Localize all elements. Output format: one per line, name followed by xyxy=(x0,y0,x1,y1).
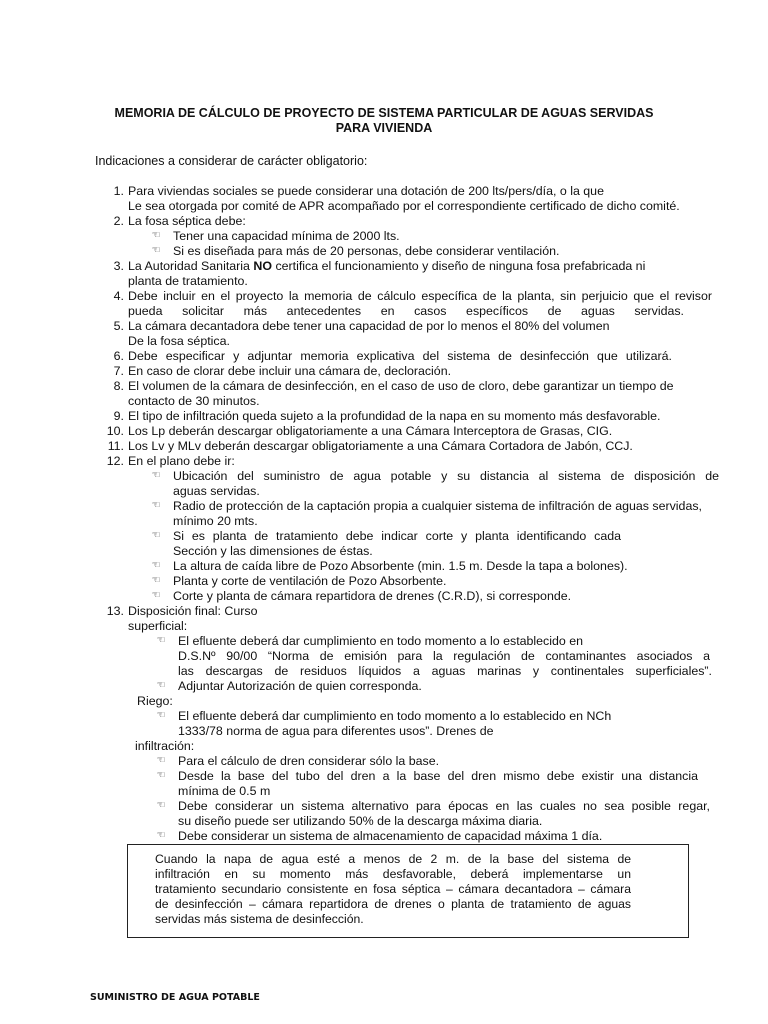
list-item-text: El volumen de la cámara de desinfección, en el caso de uso de cloro, debe garantizar un tiempo de xyxy=(128,379,674,393)
title-line-2: PARA VIVIENDA xyxy=(335,121,433,135)
hand-pointer-icon: ☜ xyxy=(156,830,166,841)
hand-pointer-icon: ☜ xyxy=(151,560,161,571)
list-item-text: En el plano debe ir: xyxy=(128,454,235,468)
list-item-text: contacto de 30 minutos. xyxy=(128,394,260,408)
list-item-text: mínima de 0.5 m xyxy=(178,784,271,798)
list-item-text: Debe especificar y adjuntar memoria explicativa del sistema de desinfección que utilizará. xyxy=(128,349,672,363)
list-item-text: La fosa séptica debe: xyxy=(128,214,246,228)
page-footer: SUMINISTRO DE AGUA POTABLE xyxy=(90,992,260,1003)
note-line: Cuando la napa de agua esté a menos de 2 m. de la base del sistema de xyxy=(155,852,631,866)
list-item-text: Los Lv y MLv deberán descargar obligatoriamente a una Cámara Cortadora de Jabón, CCJ. xyxy=(128,439,633,453)
note-line: servidas más sistema de desinfección. xyxy=(155,912,364,926)
list-item-text: Le sea otorgada por comité de APR acompañado por el correspondiente certificado de dicho comité. xyxy=(128,199,680,213)
list-item-text: De la fosa séptica. xyxy=(128,334,230,348)
list-item-text: Para el cálculo de dren considerar sólo la base. xyxy=(178,754,440,768)
document-title xyxy=(0,106,768,136)
list-item-text: Ubicación del suministro de agua potable y su distancia al sistema de disposición de xyxy=(173,469,719,483)
hand-pointer-icon: ☜ xyxy=(151,530,161,541)
list-item-text: 1333/78 norma de agua para diferentes usos”. Drenes de xyxy=(178,724,494,738)
hand-pointer-icon: ☜ xyxy=(156,710,166,721)
subsection-label: Riego: xyxy=(137,694,173,708)
hand-pointer-icon: ☜ xyxy=(156,680,166,691)
hand-pointer-icon: ☜ xyxy=(156,800,166,811)
list-item-text: El efluente deberá dar cumplimiento en todo momento a lo establecido en xyxy=(178,634,584,648)
list-item-text: mínimo 20 mts. xyxy=(173,514,258,528)
list-item-text: El tipo de infiltración queda sujeto a la profundidad de la napa en su momento más desfavorable. xyxy=(128,409,661,423)
item-number: 12. xyxy=(106,454,124,468)
list-item-text: Si es diseñada para más de 20 personas, debe considerar ventilación. xyxy=(173,244,560,258)
item-number: 8. xyxy=(113,379,124,393)
list-item-text: Desde la base del tubo del dren a la base del dren mismo debe existir una distancia xyxy=(178,769,698,783)
list-item-text: pueda solicitar más antecedentes en casos específicos de aguas servidas. xyxy=(128,304,684,318)
list-item-text: Radio de protección de la captación propia a cualquier sistema de infiltración de aguas servidas, xyxy=(173,499,702,513)
item-number: 6. xyxy=(113,349,124,363)
item-number: 3. xyxy=(113,259,124,273)
item-number: 5. xyxy=(113,319,124,333)
list-item-text: Adjuntar Autorización de quien corresponda. xyxy=(178,679,422,693)
item-number: 7. xyxy=(113,364,124,378)
list-item-text: Debe considerar un sistema alternativo para épocas en las cuales no sea posible regar, xyxy=(178,799,710,813)
list-item-text: D.S.Nº 90/00 “Norma de emisión para la regulación de contaminantes asociados a xyxy=(178,649,710,663)
list-item-text: Sección y las dimensiones de éstas. xyxy=(173,544,373,558)
list-item-text: Corte y planta de cámara repartidora de drenes (C.R.D), si corresponde. xyxy=(173,589,572,603)
note-box xyxy=(127,844,689,938)
list-item-text: las descargas de residuos líquidos a aguas marinas y continentales superficiales”. xyxy=(178,664,712,678)
list-item-text: Si es planta de tratamiento debe indicar corte y planta identificando cada xyxy=(173,529,621,543)
item-number: 4. xyxy=(113,289,124,303)
hand-pointer-icon: ☜ xyxy=(151,245,161,256)
item-number: 1. xyxy=(113,184,124,198)
list-item-text: Disposición final: Curso xyxy=(128,604,258,618)
note-line: infiltración en su momento más desfavorable, deberá implementarse un xyxy=(155,867,631,881)
list-item-text: Tener una capacidad mínima de 2000 lts. xyxy=(173,229,400,243)
list-item-text: El efluente deberá dar cumplimiento en todo momento a lo establecido en NCh xyxy=(178,709,612,723)
hand-pointer-icon: ☜ xyxy=(151,230,161,241)
list-item-text: Planta y corte de ventilación de Pozo Absorbente. xyxy=(173,574,447,588)
list-item-text: planta de tratamiento. xyxy=(128,274,248,288)
intro-text: Indicaciones a considerar de carácter obligatorio: xyxy=(95,154,368,168)
list-item-text: En caso de clorar debe incluir una cámara de, decloración. xyxy=(128,364,452,378)
list-item-text: La cámara decantadora debe tener una capacidad de por lo menos el 80% del volumen xyxy=(128,319,610,333)
item-number: 13. xyxy=(106,604,124,618)
subsection-label: superficial: xyxy=(128,619,188,633)
list-item-text: Debe incluir en el proyecto la memoria de cálculo específica de la planta, sin perjuicio que el revisor xyxy=(128,289,712,303)
list-item-text: La altura de caída libre de Pozo Absorbente (min. 1.5 m. Desde la tapa a bolones). xyxy=(173,559,628,573)
list-item-text: Los Lp deberán descargar obligatoriamente a una Cámara Interceptora de Grasas, CIG. xyxy=(128,424,613,438)
title-line-1: MEMORIA DE CÁLCULO DE PROYECTO DE SISTEMA PARTICULAR DE AGUAS SERVIDAS xyxy=(114,106,654,120)
item-number: 11. xyxy=(107,439,124,453)
item-number: 10. xyxy=(106,424,124,438)
hand-pointer-icon: ☜ xyxy=(151,575,161,586)
hand-pointer-icon: ☜ xyxy=(151,470,161,481)
item-number: 2. xyxy=(113,214,124,228)
hand-pointer-icon: ☜ xyxy=(151,500,161,511)
list-item-text: La Autoridad Sanitaria NO certifica el funcionamiento y diseño de ninguna fosa prefabricada ni xyxy=(128,259,646,273)
note-line: tratamiento secundario consistente en fosa séptica – cámara decantadora – cámara xyxy=(155,882,631,896)
hand-pointer-icon: ☜ xyxy=(151,590,161,601)
item-number: 9. xyxy=(113,409,124,423)
hand-pointer-icon: ☜ xyxy=(156,635,166,646)
hand-pointer-icon: ☜ xyxy=(156,755,166,766)
hand-pointer-icon: ☜ xyxy=(156,770,166,781)
subsection-label: infiltración: xyxy=(135,739,195,753)
list-item-text: aguas servidas. xyxy=(173,484,260,498)
list-item-text: su diseño puede ser utilizando 50% de la descarga máxima diaria. xyxy=(178,814,543,828)
list-item-text: Debe considerar un sistema de almacenamiento de capacidad máxima 1 día. xyxy=(178,829,603,843)
list-item-text: Para viviendas sociales se puede considerar una dotación de 200 lts/pers/día, o la que xyxy=(128,184,604,198)
note-line: de desinfección – cámara repartidora de drenes o planta de tratamiento de aguas xyxy=(155,897,631,911)
